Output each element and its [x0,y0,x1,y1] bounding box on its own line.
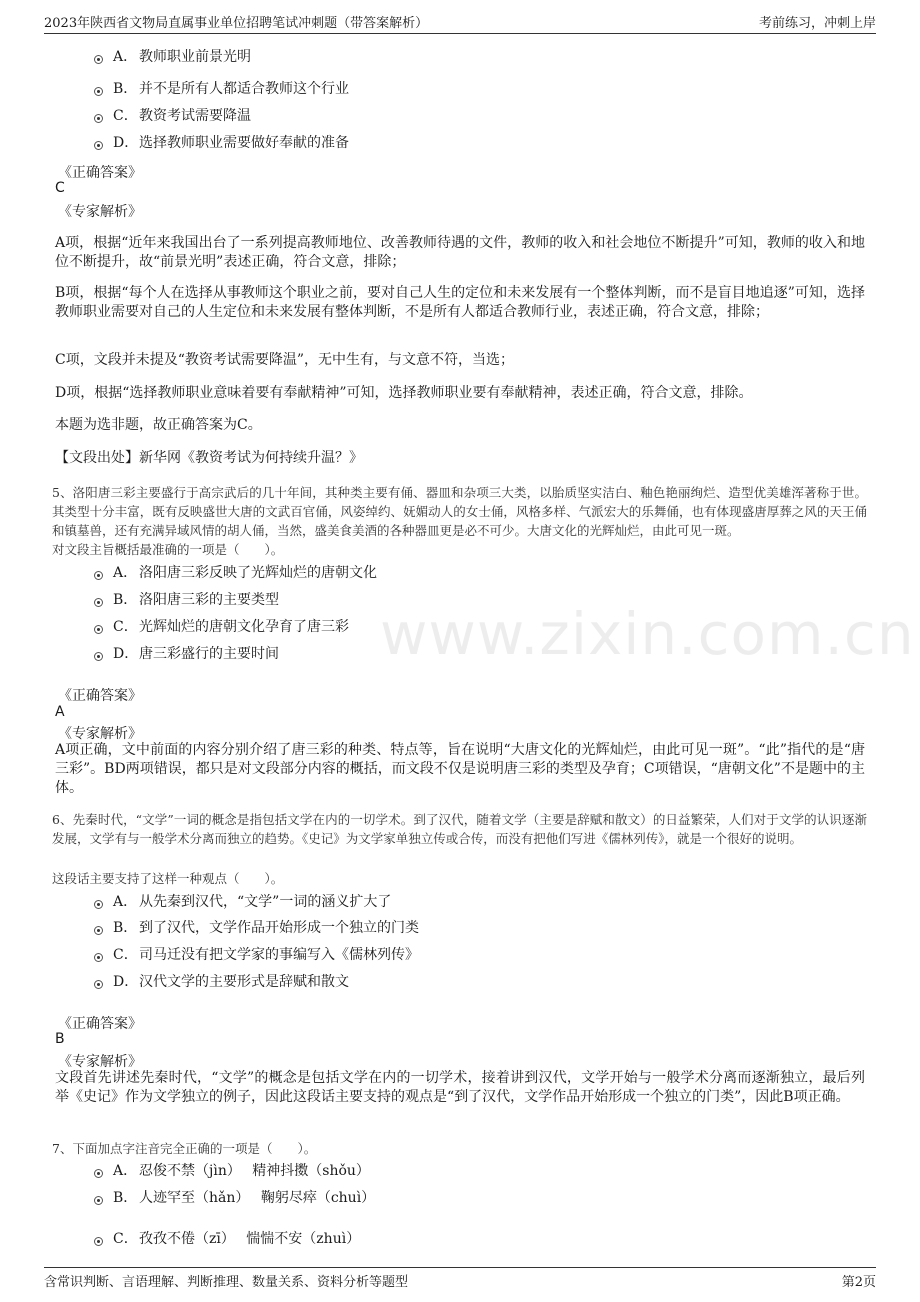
analysis-paragraph: C项，文段并未提及“教资考试需要降温”，无中生有，与文意不符，当选； [55,352,515,368]
answer-label: 《正确答案》 [58,165,142,181]
radio-icon[interactable] [94,87,103,96]
q7-option-a[interactable]: A． 忍俊不禁（jìn） 精神抖擞（shǒu） [94,1160,370,1180]
radio-icon[interactable] [94,953,103,962]
footer-note: 含常识判断、言语理解、判断推理、数量关系、资料分析等题型 [44,1274,409,1290]
radio-icon[interactable] [94,571,103,580]
radio-icon[interactable] [94,1196,103,1205]
q4-option-c[interactable]: C． 教资考试需要降温 [94,105,251,125]
radio-icon[interactable] [94,900,103,909]
q6-option-b[interactable]: B． 到了汉代，文学作品开始形成一个独立的门类 [94,917,419,937]
answer-value: C [55,180,65,196]
analysis-paragraph: 文段首先讲述先秦时代，“文学”的概念是包括文学在内的一切学术，接着讲到汉代，文学开始与一般学术分离而逐渐独立，最后列举《史记》作为文学独立的例子，因此这段话主要支持的观点是“到了汉代，文学作品开始形成一个独立的门类”，因此B项正确。 [55,1070,865,1105]
q6-option-c[interactable]: C． 司马迁没有把文学家的事编写入《儒林列传》 [94,944,419,964]
radio-icon[interactable] [94,980,103,989]
radio-icon[interactable] [94,598,103,607]
radio-icon[interactable] [94,55,103,64]
q7-option-c[interactable]: C． 孜孜不倦（zī） 惴惴不安（zhuì） [94,1228,360,1248]
page-footer [44,1270,876,1290]
answer-label: 《正确答案》 [58,688,142,704]
analysis-label: 《专家解析》 [58,204,142,220]
header-divider [44,33,876,34]
analysis-conclusion: 本题为选非题，故正确答案为C。 [55,417,262,433]
answer-value: A [55,704,65,720]
analysis-label: 《专家解析》 [58,1054,142,1070]
footer-divider [44,1267,876,1268]
answer-label: 《正确答案》 [58,1016,142,1032]
radio-icon[interactable] [94,652,103,661]
page-header [44,10,876,32]
radio-icon[interactable] [94,625,103,634]
q5-option-d[interactable]: D． 唐三彩盛行的主要时间 [94,643,279,663]
q4-option-a[interactable]: A． 教师职业前景光明 [94,46,251,66]
source-citation: 【文段出处】新华网《教资考试为何持续升温？》 [55,450,363,466]
radio-icon[interactable] [94,141,103,150]
q5-option-a[interactable]: A． 洛阳唐三彩反映了光辉灿烂的唐朝文化 [94,562,377,582]
header-slogan: 考前练习，冲刺上岸 [758,15,876,31]
watermark: www.zixin.com.cn [380,600,915,668]
q6-option-a[interactable]: A． 从先秦到汉代，“文学”一词的涵义扩大了 [94,891,391,911]
question-prompt: 这段话主要支持了这样一种观点（ ）。 [52,871,284,886]
radio-icon[interactable] [94,1169,103,1178]
page-number: 第2页 [841,1274,876,1290]
question-stem: 7、下面加点字注音完全正确的一项是（ ）。 [52,1141,317,1156]
question-stem: 5、洛阳唐三彩主要盛行于高宗武后的几十年间，其种类主要有俑、器皿和杂项三大类，以胎质坚实洁白、釉色艳丽绚烂、造型优美雄浑著称于世。其类型十分丰富，既有反映盛世大唐的文武百官俑，风姿绰约、妩媚动人的女士俑，风格多样、气派宏大的乐舞俑，也有体现盛唐厚葬之风的天王俑和镇墓兽，还有充满异域风情的胡人俑，当然，盛美食美酒的各种器皿更是必不可少。大唐文化的光辉灿烂，由此可见一斑。 [52,485,867,538]
q4-option-d[interactable]: D． 选择教师职业需要做好奉献的准备 [94,132,349,152]
question-stem: 6、先秦时代，“文学”一词的概念是指包括文学在内的一切学术。到了汉代，随着文学（主要是辞赋和散文）的日益繁荣，人们对于文学的认识逐渐发展，文学有与一般学术分离而独立的趋势。《史记》为文学家单独立传或合传，而没有把他们写进《儒林列传》，就是一个很好的说明。 [52,812,867,846]
answer-value: B [55,1031,65,1047]
question-prompt: 对文段主旨概括最准确的一项是（ ）。 [52,542,284,557]
analysis-paragraph: B项，根据“每个人在选择从事教师这个职业之前，要对自己人生的定位和未来发展有一个整体判断，而不是盲目地追逐”可知，选择教师职业需要对自己的人生定位和未来发展有整体判断，不是所有人都适合教师行业，表述正确，符合文意，排除； [55,285,865,320]
q6-option-d[interactable]: D． 汉代文学的主要形式是辞赋和散文 [94,971,349,991]
q5-option-b[interactable]: B． 洛阳唐三彩的主要类型 [94,589,279,609]
radio-icon[interactable] [94,926,103,935]
q5-option-c[interactable]: C． 光辉灿烂的唐朝文化孕育了唐三彩 [94,616,349,636]
q4-option-b[interactable]: B． 并不是所有人都适合教师这个行业 [94,78,349,98]
analysis-paragraph: D项，根据“选择教师职业意味着要有奉献精神”可知，选择教师职业要有奉献精神，表述正确，符合文意，排除。 [55,385,753,401]
analysis-paragraph: A项，根据“近年来我国出台了一系列提高教师地位、改善教师待遇的文件，教师的收入和社会地位不断提升”可知，教师的收入和地位不断提升，故“前景光明”表述正确，符合文意，排除； [55,235,865,270]
q7-option-b[interactable]: B． 人迹罕至（hǎn） 鞠躬尽瘁（chuì） [94,1187,375,1207]
document-title: 2023年陕西省文物局直属事业单位招聘笔试冲刺题（带答案解析） [44,15,429,31]
radio-icon[interactable] [94,114,103,123]
radio-icon[interactable] [94,1237,103,1246]
analysis-paragraph: A项正确，文中前面的内容分别介绍了唐三彩的种类、特点等，旨在说明“大唐文化的光辉灿烂，由此可见一斑”。“此”指代的是“唐三彩”。BD两项错误，都只是对文段部分内容的概括，而文段不仅是说明唐三彩的类型及孕育；C项错误，“唐朝文化”不是题中的主体。 [55,742,865,796]
analysis-label: 《专家解析》 [58,726,142,742]
